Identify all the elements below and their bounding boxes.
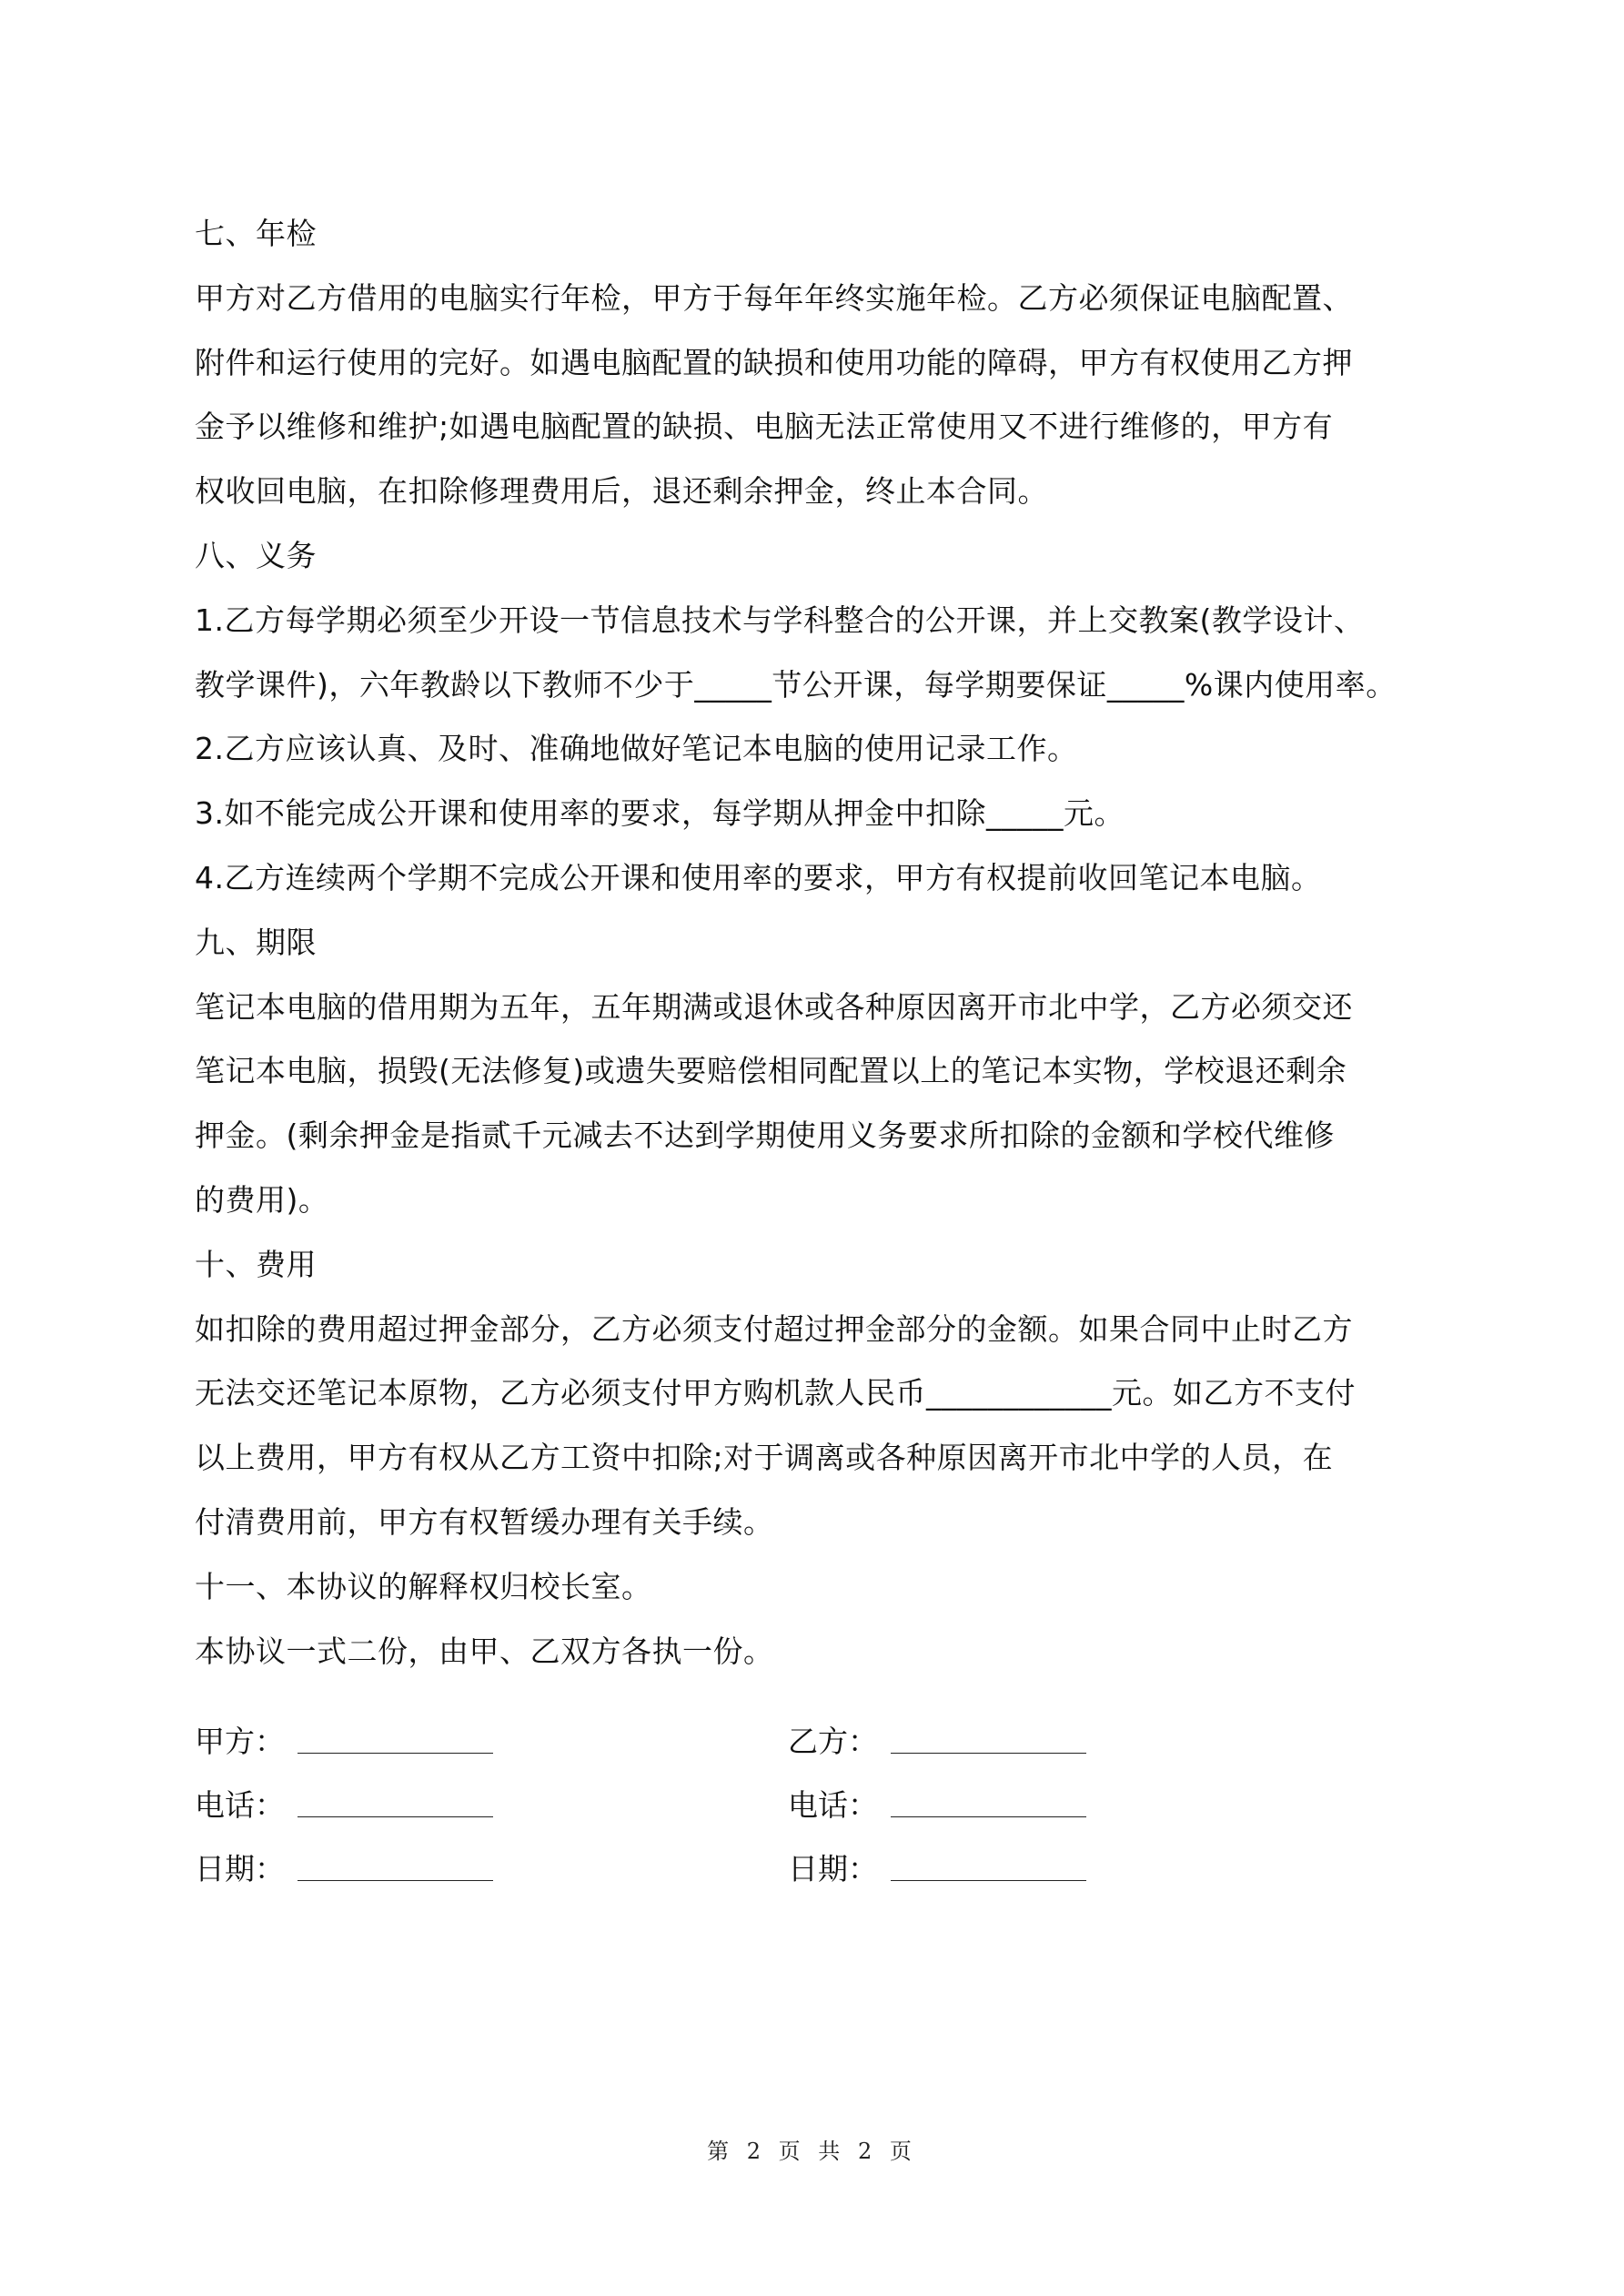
section-heading-term: 九、期限: [195, 924, 317, 960]
party-b-phone-field: [788, 1782, 1086, 1825]
paragraph-line: 4.乙方连续两个学期不完成公开课和使用率的要求，甲方有权提前收回笔记本电脑。: [195, 859, 1322, 895]
party-b-phone-blank: [891, 1816, 1086, 1817]
party-b-date-blank: [891, 1879, 1086, 1881]
signature-block: [195, 1718, 1441, 1909]
paragraph-line: 以上费用，甲方有权从乙方工资中扣除;对于调离或各种原因离开市北中学的人员，在: [195, 1440, 1334, 1476]
party-a-phone-blank: [298, 1816, 493, 1817]
party-a-date-label: 日期：: [195, 1851, 285, 1886]
paragraph-line: 笔记本电脑的借用期为五年，五年期满或退休或各种原因离开市北中学，乙方必须交还: [195, 988, 1353, 1025]
paragraph-line: 1.乙方每学期必须至少开设一节信息技术与学科整合的公开课，并上交教案(教学设计、: [195, 602, 1365, 638]
party-a-label: 甲方：: [195, 1724, 285, 1759]
paragraph-line: 押金。(剩余押金是指贰千元减去不达到学期使用义务要求所扣除的金额和学校代维修: [195, 1118, 1335, 1154]
paragraph-line: 的费用)。: [195, 1181, 329, 1218]
paragraph-line: 笔记本电脑，损毁(无法修复)或遗失要赔偿相同配置以上的笔记本实物，学校退还剩余: [195, 1053, 1347, 1089]
party-a-phone-label: 电话：: [195, 1787, 285, 1823]
paragraph-line: 2.乙方应该认真、及时、准确地做好笔记本电脑的使用记录工作。: [195, 731, 1078, 767]
page-number-footer: 第 2 页 共 2 页: [707, 2139, 917, 2164]
party-a-phone-field: [195, 1782, 493, 1825]
paragraph-line: 如扣除的费用超过押金部分，乙方必须支付超过押金部分的金额。如果合同中止时乙方: [195, 1310, 1353, 1347]
section-heading-annual-inspection: 七、年检: [195, 216, 317, 251]
paragraph-line: 付清费用前，甲方有权暂缓办理有关手续。: [195, 1503, 774, 1540]
paragraph-line: 金予以维修和维护;如遇电脑配置的缺损、电脑无法正常使用又不进行维修的，甲方有: [195, 409, 1334, 445]
section-heading-obligations: 八、义务: [195, 537, 317, 573]
paragraph-line: 3.如不能完成公开课和使用率的要求，每学期从押金中扣除_____元。: [195, 795, 1125, 832]
section-heading-fees: 十、费用: [195, 1246, 317, 1282]
paragraph-line: 附件和运行使用的完好。如遇电脑配置的缺损和使用功能的障碍，甲方有权使用乙方押: [195, 344, 1353, 380]
document-body: [195, 202, 1441, 1684]
party-b-blank: [891, 1752, 1086, 1754]
party-a-date-blank: [298, 1879, 493, 1881]
party-b-label: 乙方：: [788, 1724, 878, 1759]
party-a-blank: [298, 1752, 493, 1754]
party-a-date-field: [195, 1846, 493, 1888]
party-b-date-field: [788, 1846, 1086, 1888]
party-b-phone-label: 电话：: [788, 1787, 878, 1823]
paragraph-line: 教学课件)，六年教龄以下教师不少于_____节公开课，每学期要保证_____%课内使用率。: [195, 666, 1397, 703]
party-b-field: [788, 1718, 1086, 1761]
paragraph-line: 无法交还笔记本原物，乙方必须支付甲方购机款人民币____________元。如乙方不支付: [195, 1375, 1356, 1411]
section-heading-interpretation: 十一、本协议的解释权归校长室。: [195, 1568, 652, 1604]
party-a-field: [195, 1718, 493, 1761]
signature-row-party: [195, 1718, 1441, 1782]
paragraph-line: 权收回电脑，在扣除修理费用后，退还剩余押金，终止本合同。: [195, 473, 1048, 510]
party-b-date-label: 日期：: [788, 1851, 878, 1886]
paragraph-line: 甲方对乙方借用的电脑实行年检，甲方于每年年终实施年检。乙方必须保证电脑配置、: [195, 279, 1353, 316]
signature-row-phone: [195, 1782, 1441, 1846]
signature-row-date: [195, 1846, 1441, 1909]
paragraph-line: 本协议一式二份，由甲、乙双方各执一份。: [195, 1633, 774, 1669]
